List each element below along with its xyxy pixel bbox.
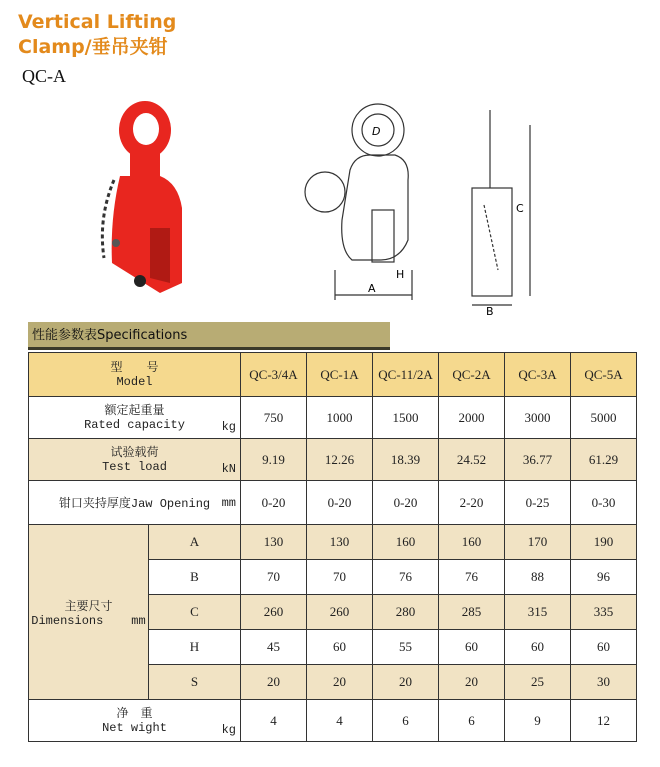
capacity-label — [29, 397, 241, 439]
dimension-value: 20 — [307, 665, 373, 700]
weight-unit: kg — [221, 723, 236, 737]
drawing-body — [342, 155, 409, 260]
dimension-value: 335 — [571, 595, 637, 630]
jaw-value: 2-20 — [439, 481, 505, 525]
drawing-label-a: A — [368, 282, 376, 295]
test-load-label-cn: 试验载荷 — [110, 444, 159, 459]
dimension-value: 30 — [571, 665, 637, 700]
title-line-1: Vertical Lifting — [18, 11, 177, 33]
test-load-value: 36.77 — [505, 439, 571, 481]
model-code: QC-A — [22, 66, 66, 86]
model-label — [29, 353, 241, 397]
dimensions-label-en — [29, 614, 148, 628]
test-load-label-en: Test load — [102, 459, 167, 474]
dimension-value: 60 — [439, 630, 505, 665]
title-line-2: Clamp/垂吊夹钳 — [18, 36, 168, 58]
drawing-jaw — [372, 210, 394, 262]
test-load-value: 12.26 — [307, 439, 373, 481]
jaw-label-en: Jaw Opening — [130, 497, 211, 511]
weight-value: 12 — [571, 700, 637, 742]
capacity-label-en: Rated capacity — [84, 417, 185, 432]
dimension-key: S — [149, 665, 241, 700]
dimensions-label-cn: 主要尺寸 — [64, 598, 113, 613]
model-row — [29, 353, 637, 397]
dimension-value: 45 — [241, 630, 307, 665]
dimension-row-a — [29, 525, 637, 560]
dimension-value: 60 — [571, 630, 637, 665]
dimension-value: 170 — [505, 525, 571, 560]
test-load-value: 9.19 — [241, 439, 307, 481]
drawing-label-b: B — [486, 305, 494, 318]
weight-value: 6 — [439, 700, 505, 742]
dimension-value: 96 — [571, 560, 637, 595]
dimension-value: 130 — [307, 525, 373, 560]
dimension-key: A — [149, 525, 241, 560]
capacity-value: 750 — [241, 397, 307, 439]
jaw-unit: mm — [221, 496, 236, 510]
dimension-value: 20 — [241, 665, 307, 700]
model-cell: QC-3/4A — [241, 353, 307, 397]
product-title — [18, 10, 176, 60]
dimension-value: 285 — [439, 595, 505, 630]
dimension-value: 130 — [241, 525, 307, 560]
dimension-value: 280 — [373, 595, 439, 630]
dimension-value: 60 — [505, 630, 571, 665]
dimension-value: 70 — [241, 560, 307, 595]
model-cell: QC-3A — [505, 353, 571, 397]
jaw-value: 0-20 — [373, 481, 439, 525]
weight-label — [29, 700, 241, 742]
jaw-label — [29, 481, 241, 525]
dimension-value: 20 — [373, 665, 439, 700]
dimension-value: 76 — [439, 560, 505, 595]
jaw-value: 0-30 — [571, 481, 637, 525]
jaw-value: 0-25 — [505, 481, 571, 525]
dimension-value: 260 — [307, 595, 373, 630]
weight-label-cn: 净 重 — [116, 705, 153, 720]
technical-drawing — [280, 100, 640, 320]
test-load-label — [29, 439, 241, 481]
weight-row — [29, 700, 637, 742]
photo-body — [112, 176, 182, 293]
dimension-value: 20 — [439, 665, 505, 700]
jaw-value: 0-20 — [307, 481, 373, 525]
capacity-label-cn: 额定起重量 — [104, 402, 165, 417]
weight-value: 4 — [307, 700, 373, 742]
capacity-value: 1500 — [373, 397, 439, 439]
test-load-row — [29, 439, 637, 481]
dimension-value: 76 — [373, 560, 439, 595]
photo-jaw — [150, 228, 170, 283]
spec-table — [28, 352, 637, 742]
dimensions-label-en-text: Dimensions — [31, 613, 104, 628]
capacity-value: 3000 — [505, 397, 571, 439]
dimension-value: 160 — [439, 525, 505, 560]
model-label-cn: 型 号 — [110, 359, 159, 374]
dimension-value: 260 — [241, 595, 307, 630]
dimension-key: C — [149, 595, 241, 630]
weight-label-en: Net wight — [102, 720, 167, 735]
dimension-value: 60 — [307, 630, 373, 665]
capacity-unit: kg — [221, 420, 236, 434]
dimension-key: H — [149, 630, 241, 665]
weight-value: 4 — [241, 700, 307, 742]
model-cell: QC-11/2A — [373, 353, 439, 397]
dimension-value: 70 — [307, 560, 373, 595]
capacity-value: 2000 — [439, 397, 505, 439]
dimensions-label — [29, 525, 149, 700]
drawing-label-d: D — [372, 125, 381, 138]
weight-value: 6 — [373, 700, 439, 742]
model-label-en: Model — [116, 374, 153, 389]
test-load-unit: kN — [221, 462, 236, 476]
drawing-side-spring — [484, 205, 498, 270]
dimension-value: 160 — [373, 525, 439, 560]
model-cell: QC-5A — [571, 353, 637, 397]
dimension-value: 315 — [505, 595, 571, 630]
dimension-value: 88 — [505, 560, 571, 595]
capacity-row — [29, 397, 637, 439]
dimension-key: B — [149, 560, 241, 595]
photo-bolt — [112, 239, 120, 247]
test-load-value: 61.29 — [571, 439, 637, 481]
capacity-value: 1000 — [307, 397, 373, 439]
dimensions-unit: mm — [131, 613, 146, 628]
model-cell: QC-1A — [307, 353, 373, 397]
clamp-photo — [90, 98, 200, 303]
dimension-value: 55 — [373, 630, 439, 665]
jaw-row — [29, 481, 637, 525]
drawing-label-h: H — [396, 268, 405, 281]
weight-value: 9 — [505, 700, 571, 742]
dimension-value: 190 — [571, 525, 637, 560]
drawing-side-ring — [305, 172, 345, 212]
jaw-label-cn: 钳口夹持厚度 — [58, 496, 131, 510]
test-load-value: 18.39 — [373, 439, 439, 481]
photo-pin — [134, 275, 146, 287]
jaw-value: 0-20 — [241, 481, 307, 525]
spec-header: 性能参数表Specifications — [28, 322, 390, 350]
model-cell: QC-2A — [439, 353, 505, 397]
photo-eye-hole — [133, 113, 159, 145]
drawing-label-c: C — [516, 202, 524, 215]
test-load-value: 24.52 — [439, 439, 505, 481]
capacity-value: 5000 — [571, 397, 637, 439]
dimension-value: 25 — [505, 665, 571, 700]
